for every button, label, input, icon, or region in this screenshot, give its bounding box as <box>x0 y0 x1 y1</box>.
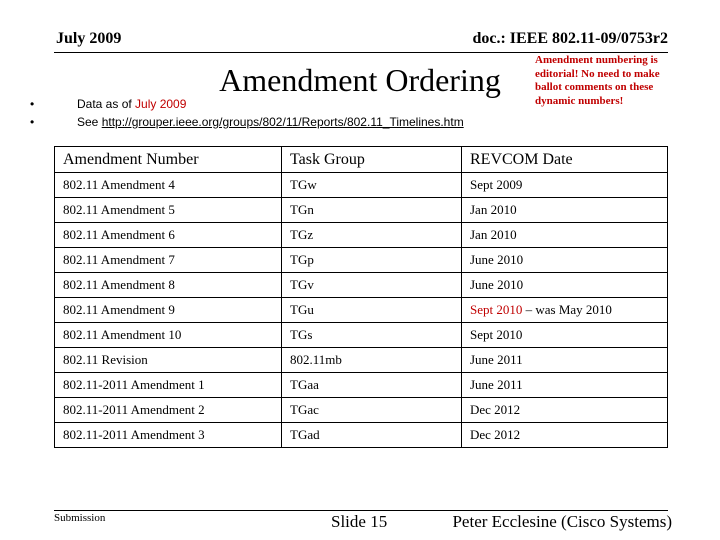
task-group-cell: TGaa <box>282 373 462 398</box>
previous-date-note: – was May 2010 <box>522 302 612 317</box>
task-group-cell: TGp <box>282 248 462 273</box>
revcom-date-cell <box>462 298 668 323</box>
slide-title: Amendment Ordering <box>219 62 501 98</box>
amendment-cell: 802.11 Amendment 8 <box>55 273 282 298</box>
amendment-table <box>54 146 668 448</box>
amendment-cell: 802.11 Revision <box>55 348 282 373</box>
table-row <box>55 348 668 373</box>
footer-rule <box>54 510 668 511</box>
revcom-date-cell: Jan 2010 <box>462 198 668 223</box>
revcom-date-cell: June 2010 <box>462 273 668 298</box>
task-group-cell: TGn <box>282 198 462 223</box>
table-row <box>55 273 668 298</box>
footer-author: Peter Ecclesine (Cisco Systems) <box>452 512 672 531</box>
revcom-date-cell: Dec 2012 <box>462 423 668 448</box>
table-row <box>55 248 668 273</box>
revcom-date-cell: June 2011 <box>462 348 668 373</box>
column-header: Amendment Number <box>55 147 282 173</box>
column-header: REVCOM Date <box>462 147 668 173</box>
revcom-date-cell: Dec 2012 <box>462 398 668 423</box>
amendment-cell: 802.11 Amendment 5 <box>55 198 282 223</box>
revised-date: Sept 2010 <box>470 302 523 317</box>
header-date: July 2009 <box>56 30 122 47</box>
editorial-note: Amendment numbering is editorial! No need to make ballot comments on these dynamic numbers! <box>535 54 660 107</box>
revcom-date-cell: Sept 2010 <box>462 323 668 348</box>
amendment-cell: 802.11 Amendment 6 <box>55 223 282 248</box>
task-group-cell: TGu <box>282 298 462 323</box>
table-row <box>55 423 668 448</box>
task-group-cell: TGw <box>282 173 462 198</box>
column-header: Task Group <box>282 147 462 173</box>
revcom-date-cell: June 2010 <box>462 248 668 273</box>
amendment-cell: 802.11 Amendment 7 <box>55 248 282 273</box>
amendment-cell: 802.11-2011 Amendment 2 <box>55 398 282 423</box>
task-group-cell: TGz <box>282 223 462 248</box>
table-row <box>55 298 668 323</box>
amendment-cell: 802.11 Amendment 10 <box>55 323 282 348</box>
table-row <box>55 373 668 398</box>
bullet-prefix: See <box>77 115 102 129</box>
amendment-cell: 802.11-2011 Amendment 3 <box>55 423 282 448</box>
amendment-cell: 802.11 Amendment 9 <box>55 298 282 323</box>
table-row <box>55 198 668 223</box>
footer-submission: Submission <box>54 512 106 524</box>
revcom-date-cell: June 2011 <box>462 373 668 398</box>
header-rule <box>54 52 668 53</box>
footer-slide-number: Slide 15 <box>331 512 388 531</box>
task-group-cell: TGac <box>282 398 462 423</box>
table-row <box>55 223 668 248</box>
table-row <box>55 398 668 423</box>
amendment-cell: 802.11-2011 Amendment 1 <box>55 373 282 398</box>
table-row <box>55 323 668 348</box>
revcom-date-cell: Jan 2010 <box>462 223 668 248</box>
bullet-dot: • <box>30 115 35 129</box>
bullet-date: July 2009 <box>135 97 187 111</box>
bullet-prefix: Data as of <box>77 97 136 111</box>
table-header-row <box>55 147 668 173</box>
amendment-cell: 802.11 Amendment 4 <box>55 173 282 198</box>
revcom-date-cell: Sept 2009 <box>462 173 668 198</box>
task-group-cell: TGs <box>282 323 462 348</box>
table-row <box>55 173 668 198</box>
task-group-cell: TGv <box>282 273 462 298</box>
task-group-cell: 802.11mb <box>282 348 462 373</box>
bullet-dot: • <box>30 97 35 111</box>
task-group-cell: TGad <box>282 423 462 448</box>
header-doc-id: doc.: IEEE 802.11-09/0753r2 <box>472 30 668 47</box>
timelines-link[interactable]: http://grouper.ieee.org/groups/802/11/Reports/802.11_Timelines.htm <box>101 115 464 129</box>
